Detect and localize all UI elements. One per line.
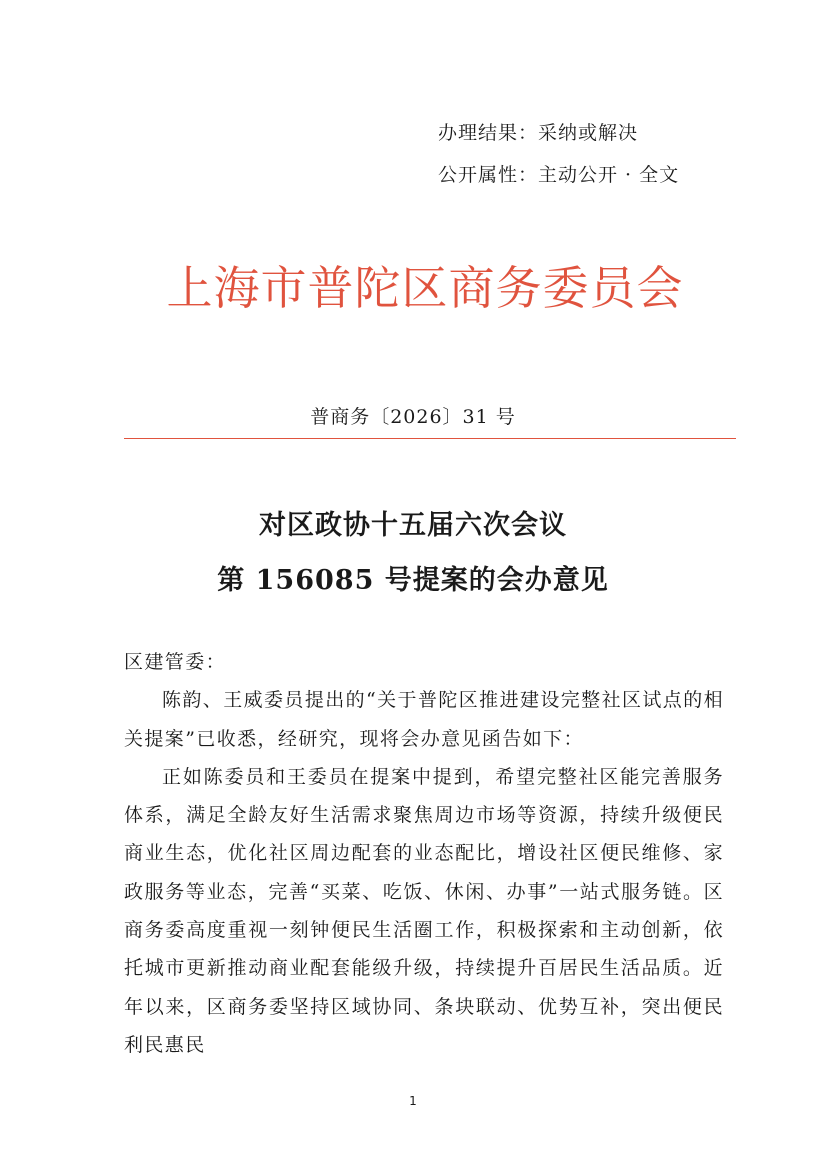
document-body: [124, 643, 724, 1064]
organization-title-text: 上海市普陀区商务委员会: [166, 261, 684, 315]
page-number: 1: [409, 1094, 417, 1108]
disclosure-line: 公开属性：主动公开 · 全文: [438, 164, 680, 186]
document-title-line-2: 第 156085 号提案的会办意见: [217, 565, 609, 596]
body-paragraph: 正如陈委员和王委员在提案中提到，希望完整社区能完善服务体系，满足全龄友好生活需求聚焦周边市场等资源，持续升级便民商业生态，优化社区周边配套的业态配比，增设社区便民维修、家政服务等业态，完善“买菜、吃饭、休闲、办事”一站式服务链。区商务委高度重视一刻钟便民生活圈工作，积极探索和主动创新，依托城市更新推动商业配套能级升级，持续提升百居民生活品质。近年以来，区商务委坚持区域协同、条块联动、优势互补，突出便民利民惠民: [124, 765, 724, 1056]
red-divider: [124, 438, 736, 439]
document-title-line-1: 对区政协十五届六次会议: [259, 510, 567, 541]
handling-result-line: 办理结果：采纳或解决: [438, 122, 639, 144]
document-number: 普商务〔2026〕31 号: [310, 406, 516, 428]
organization-title: [0, 252, 826, 318]
addressee: 区建管委：: [124, 651, 227, 673]
body-paragraph: 陈韵、王威委员提出的“关于普陀区推进建设完整社区试点的相关提案”已收悉，经研究，现将会办意见函告如下：: [124, 689, 724, 750]
